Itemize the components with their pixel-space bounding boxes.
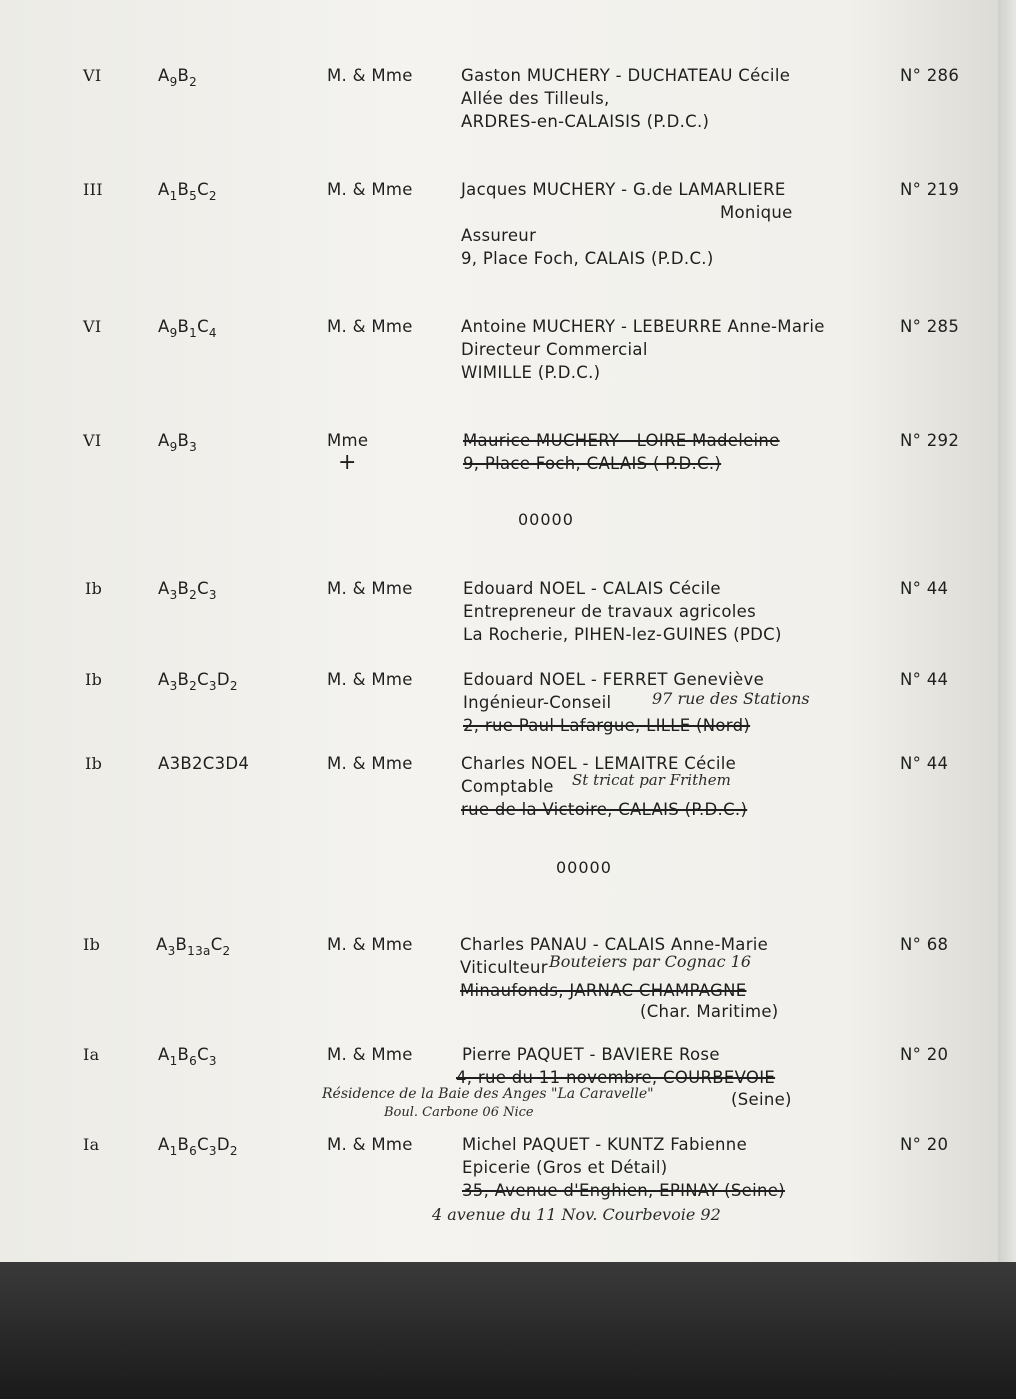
entry-grade: Ib <box>83 935 101 954</box>
entry-grade: Ia <box>83 1135 100 1154</box>
entry-code: $A_3B_2C_3D_2$ <box>158 670 238 693</box>
entry-title: M. & Mme <box>327 935 413 954</box>
entry-title: M. & Mme <box>327 754 413 773</box>
entry-address-line: 4, rue du 11 novembre, COURBEVOIE <box>456 1068 776 1087</box>
section-separator: 00000 <box>518 510 574 529</box>
handwritten-new-address: Résidence de la Baie des Anges "La Caravelle" <box>322 1086 654 1102</box>
entry-name: Maurice MUCHERY - LOIRE Madeleine <box>463 431 780 450</box>
page-binding-edge <box>998 0 1016 1262</box>
entry-address-line: ARDRES-en-CALAISIS (P.D.C.) <box>461 112 710 131</box>
entry-number: N° 219 <box>900 180 960 199</box>
entry-address-line: WIMILLE (P.D.C.) <box>461 363 601 382</box>
entry-number: N° 44 <box>900 579 949 598</box>
entry-code: $A_3B_{13a}C_2$ <box>156 935 231 958</box>
entry-title: M. & Mme <box>327 1045 413 1064</box>
entry-name: Edouard NOEL - FERRET Geneviève <box>463 670 765 689</box>
entry-name: Edouard NOEL - CALAIS Cécile <box>463 579 721 598</box>
entry-address-line: Ingénieur-Conseil <box>463 693 612 712</box>
entry-title: M. & Mme <box>327 670 413 689</box>
entry-name: Charles PANAU - CALAIS Anne-Marie <box>460 935 769 954</box>
entry-code: $A_1B_6C_3D_2$ <box>158 1135 238 1158</box>
handwritten-new-address: Bouteiers par Cognac 16 <box>549 952 752 971</box>
entry-title: M. & Mme <box>327 579 413 598</box>
entry-code: $A_3B_2C_3$ <box>158 579 217 602</box>
entry-name-continued: Monique <box>720 203 793 222</box>
entry-name: Charles NOEL - LEMAITRE Cécile <box>461 754 737 773</box>
entry-number: N° 286 <box>900 66 960 85</box>
entry-title: M. & Mme <box>327 317 413 336</box>
deceased-cross-mark: + <box>338 450 357 475</box>
entry-address-line: 35, Avenue d'Enghien, EPINAY (Seine) <box>462 1181 785 1200</box>
entry-code: $A_1B_5C_2$ <box>158 180 217 203</box>
entry-address-line: Minaufonds, JARNAC CHAMPAGNE <box>460 981 747 1000</box>
entry-title: M. & Mme <box>327 66 413 85</box>
entry-name: Antoine MUCHERY - LEBEURRE Anne-Marie <box>461 317 825 336</box>
entry-code: $A_9B_2$ <box>158 66 198 89</box>
entry-address-line: (Seine) <box>731 1090 792 1109</box>
entry-address-line: La Rocherie, PIHEN-lez-GUINES (PDC) <box>463 625 782 644</box>
entry-name: Michel PAQUET - KUNTZ Fabienne <box>462 1135 748 1154</box>
entry-grade: Ib <box>85 579 103 598</box>
entry-title: M. & Mme <box>327 1135 413 1154</box>
entry-code: $A_1B_6C_3$ <box>158 1045 217 1068</box>
handwritten-new-address: Boul. Carbone 06 Nice <box>384 1105 534 1120</box>
entry-address-line: Directeur Commercial <box>461 340 648 359</box>
entry-address-line: 9, Place Foch, CALAIS ( P.D.C.) <box>463 454 722 473</box>
entry-address-line: Entrepreneur de travaux agricoles <box>463 602 756 621</box>
entry-address-line: 9, Place Foch, CALAIS (P.D.C.) <box>461 249 714 268</box>
entry-grade: Ia <box>83 1045 100 1064</box>
entry-grade: Ib <box>85 754 103 773</box>
entry-name: Pierre PAQUET - BAVIERE Rose <box>462 1045 720 1064</box>
entry-title: Mme <box>327 431 369 450</box>
entry-address-line: (Char. Maritime) <box>640 1002 779 1021</box>
entry-title: M. & Mme <box>327 180 413 199</box>
entry-grade: VI <box>83 431 102 450</box>
entry-code: $A_9B_3$ <box>158 431 198 454</box>
entry-grade: III <box>83 180 103 199</box>
section-separator: 00000 <box>556 858 612 877</box>
entry-name: Gaston MUCHERY - DUCHATEAU Cécile <box>461 66 791 85</box>
entry-address-line: Comptable <box>461 777 554 796</box>
entry-address-line: Allée des Tilleuls, <box>461 89 610 108</box>
entry-code: A3B2C3D4 <box>158 754 250 773</box>
entry-address-line: rue de la Victoire, CALAIS (P.D.C.) <box>461 800 748 819</box>
entry-name: Jacques MUCHERY - G.de LAMARLIERE <box>461 180 786 199</box>
entry-number: N° 44 <box>900 670 949 689</box>
entry-grade: VI <box>83 317 102 336</box>
entry-address-line: Assureur <box>461 226 537 245</box>
entry-grade: Ib <box>85 670 103 689</box>
entry-number: N° 44 <box>900 754 949 773</box>
entry-number: N° 20 <box>900 1045 949 1064</box>
handwritten-new-address: 4 avenue du 11 Nov. Courbevoie 92 <box>432 1205 721 1224</box>
entry-number: N° 285 <box>900 317 960 336</box>
entry-number: N° 20 <box>900 1135 949 1154</box>
entry-code: $A_9B_1C_4$ <box>158 317 217 340</box>
handwritten-new-address: 97 rue des Stations <box>652 689 810 708</box>
scan-background <box>0 1262 1016 1399</box>
handwritten-note: St tricat par Frithem <box>572 771 731 789</box>
entry-address-line: 2, rue Paul Lafargue, LILLE (Nord) <box>463 716 751 735</box>
entry-grade: VI <box>83 66 102 85</box>
entry-number: N° 68 <box>900 935 949 954</box>
entry-number: N° 292 <box>900 431 960 450</box>
entry-address-line: Viticulteur <box>460 958 548 977</box>
entry-address-line: Epicerie (Gros et Détail) <box>462 1158 668 1177</box>
